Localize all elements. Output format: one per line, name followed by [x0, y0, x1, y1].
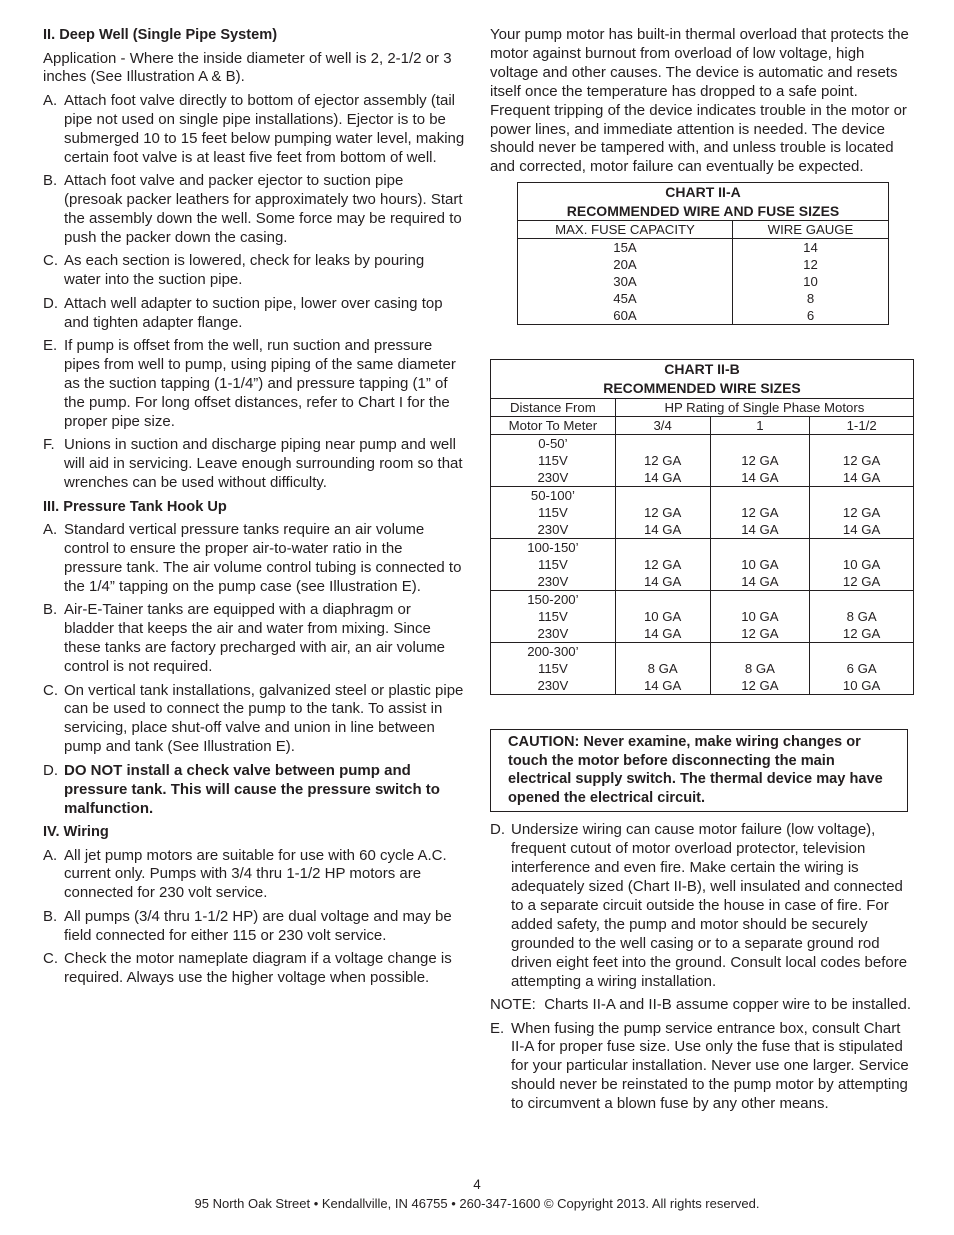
wire-size-cell	[810, 486, 914, 538]
caution-box	[490, 729, 908, 813]
chart-ii-b-body	[491, 434, 914, 694]
wire-size-115v: 12 GA	[643, 556, 682, 572]
list-text: Attach foot valve and packer ejector to suction pipe (presoak packer leathers for approximately two hours). Start the assembly down the well. Some force may be required to push the packer down the casing.	[64, 172, 463, 246]
chart-ii-b-hdr-distance-2: Motor To Meter	[491, 416, 616, 434]
wire-size-115v: 10 GA	[842, 556, 881, 572]
list-text: As each section is lowered, check for leaks by pouring water into the suction pipe.	[64, 252, 425, 289]
voltage-115-label: 115V	[537, 452, 568, 468]
list-text: Attach well adapter to suction pipe, lower over casing top and tighten adapter flange.	[64, 294, 443, 331]
list-text: Air-E-Tainer tanks are equipped with a diaphragm or bladder that keeps the air and water from mixing. Since these tanks are factory precharged with air, an air volume control is not required.	[64, 601, 446, 676]
chart-ii-b-hdr-hp: HP Rating of Single Phase Motors	[615, 398, 913, 416]
list-label: A.	[43, 846, 58, 864]
list-item	[43, 908, 465, 946]
wire-size-cell	[810, 642, 914, 694]
voltage-115-label: 115V	[537, 660, 568, 676]
list-label: E.	[43, 337, 58, 355]
chart-ii-a-gauge-values	[733, 239, 889, 325]
list-item	[43, 521, 465, 597]
wire-size-230v: 14 GA	[741, 573, 779, 589]
chart-ii-a-col-gauge: WIRE GAUGE	[733, 221, 889, 239]
spacer	[810, 539, 913, 556]
spacer	[616, 643, 710, 660]
list-item	[43, 252, 465, 290]
spacer	[616, 591, 710, 608]
wire-size-cell	[810, 590, 914, 642]
distance-label: 150-200’	[527, 591, 579, 607]
spacer	[711, 539, 810, 556]
check-valve-warning: DO NOT install a check valve between pump and pressure tank. This will cause the pressure switch to malfunction.	[64, 761, 440, 817]
wire-gauge-cell: 8	[806, 291, 815, 307]
chart-ii-b-title-line2: RECOMMENDED WIRE SIZES	[603, 380, 801, 397]
distance-cell	[491, 538, 616, 590]
wiring-note	[490, 996, 914, 1015]
wire-size-cell	[710, 434, 810, 486]
list-item	[43, 682, 465, 758]
distance-label: 50-100’	[530, 487, 575, 503]
wiring-step-e	[490, 1020, 914, 1115]
wire-size-115v: 12 GA	[741, 452, 779, 468]
list-label: A.	[43, 91, 58, 109]
list-text: Standard vertical pressure tanks require an air volume control to ensure the proper air-to-water ratio in the pressure tank. The air volume control tubing is connected to the 1/4” tapping on the pump case (see Illustration E).	[64, 521, 462, 595]
spacer	[616, 487, 710, 504]
chart-ii-b-hp-3-4: 3/4	[615, 416, 710, 434]
spacer	[810, 435, 913, 452]
caution-text: CAUTION: Never examine, make wiring changes or touch the motor before disconnecting the main electrical supply switch. The thermal device may have opened the electrical circuit.	[508, 733, 883, 807]
list-label: F.	[43, 436, 55, 454]
page-number: 4	[473, 1177, 481, 1192]
fuse-capacity-cell: 30A	[613, 274, 637, 290]
voltage-230-label: 230V	[537, 521, 569, 537]
voltage-115-label: 115V	[537, 504, 568, 520]
wire-size-cell	[810, 434, 914, 486]
list-item	[43, 601, 465, 677]
fuse-capacity-cell: 20A	[613, 257, 637, 273]
wire-size-cell	[710, 538, 810, 590]
list-label: C.	[43, 681, 58, 699]
chart-ii-b-table	[490, 359, 914, 694]
list-text: Unions in suction and discharge piping near pump and well will aid in servicing. Leave enough surrounding room so that wrenches can be used without difficulty.	[64, 436, 463, 492]
wire-size-230v: 14 GA	[741, 521, 779, 537]
spacer	[810, 487, 913, 504]
wire-size-230v: 14 GA	[842, 521, 881, 537]
wire-size-230v: 14 GA	[842, 469, 881, 485]
list-label: D.	[43, 761, 58, 779]
wire-gauge-cell: 12	[803, 257, 818, 273]
section-deep-well-title: II. Deep Well (Single Pipe System)	[43, 27, 278, 43]
pressure-tank-step-d	[43, 762, 465, 819]
wire-size-230v: 14 GA	[643, 469, 682, 485]
list-label: B.	[43, 601, 58, 619]
wire-size-115v: 12 GA	[842, 452, 881, 468]
list-item	[43, 337, 465, 432]
list-text: All jet pump motors are suitable for use with 60 cycle A.C. current only. Pumps with 3/4 thru 1-1/2 HP motors are connected for 230 volt service.	[64, 846, 447, 902]
list-item	[43, 950, 465, 988]
distance-cell	[491, 434, 616, 486]
section-wiring-title: IV. Wiring	[43, 824, 109, 841]
chart-ii-b-hp-1-1-2: 1-1/2	[810, 416, 914, 434]
wire-size-115v: 12 GA	[842, 504, 881, 520]
wire-size-cell	[710, 590, 810, 642]
wire-size-cell	[615, 434, 710, 486]
note-text: Charts II-A and II-B assume copper wire to be installed.	[544, 996, 912, 1013]
wire-size-230v: 14 GA	[643, 573, 682, 589]
wiring-steps	[43, 847, 465, 989]
voltage-230-label: 230V	[537, 625, 569, 641]
spacer	[711, 643, 810, 660]
spacer	[810, 591, 913, 608]
distance-label: 0-50’	[538, 435, 568, 451]
chart-ii-b-title-line1: CHART II-B	[664, 361, 740, 378]
section-deep-well-application: Application - Where the inside diameter of well is 2, 2-1/2 or 3 inches (See Illustration A & B).	[43, 49, 452, 86]
fuse-capacity-cell: 15A	[613, 240, 637, 256]
wire-size-cell	[615, 538, 710, 590]
wire-size-230v: 14 GA	[643, 625, 682, 641]
list-label: C.	[43, 950, 58, 968]
chart-ii-b-hp-1: 1	[710, 416, 810, 434]
wire-size-115v: 8 GA	[846, 608, 877, 624]
voltage-115-label: 115V	[537, 556, 568, 572]
list-label: B.	[43, 172, 58, 190]
wire-gauge-cell: 14	[803, 240, 818, 256]
spacer	[810, 643, 913, 660]
chart-ii-a-title-line1: CHART II-A	[665, 184, 741, 201]
voltage-230-label: 230V	[537, 677, 569, 693]
wire-size-cell	[710, 642, 810, 694]
wire-size-230v: 12 GA	[741, 677, 779, 693]
chart-ii-a-table	[517, 182, 889, 325]
spacer	[616, 539, 710, 556]
wire-size-cell	[615, 486, 710, 538]
spacer	[711, 487, 810, 504]
chart-ii-a-col-fuse: MAX. FUSE CAPACITY	[518, 221, 733, 239]
wire-size-230v: 14 GA	[643, 521, 682, 537]
fuse-capacity-cell: 45A	[613, 291, 637, 307]
footer-address: 95 North Oak Street • Kendallville, IN 46755 • 260-347-1600 © Copyright 2013. All rights reserved.	[194, 1196, 760, 1211]
wire-size-230v: 10 GA	[842, 677, 881, 693]
list-label: B.	[43, 907, 58, 925]
page-footer	[0, 1175, 954, 1213]
list-label: C.	[43, 252, 58, 270]
fusing-text: When fusing the pump service entrance box, consult Chart II-A for proper fuse size. Use only the fuse that is stipulated for your particular installation. Never use one larger. Service should never be reinstated to the pump motor by attempting to circumvent a blown fuse by any other means.	[511, 1019, 909, 1113]
wire-size-230v: 12 GA	[842, 625, 881, 641]
wire-size-cell	[615, 642, 710, 694]
distance-cell	[491, 590, 616, 642]
wire-size-230v: 14 GA	[643, 677, 682, 693]
spacer	[711, 591, 810, 608]
pressure-tank-steps	[43, 521, 465, 757]
chart-ii-a-title	[518, 183, 889, 221]
list-text: Attach foot valve directly to bottom of ejector assembly (tail pipe not used on single pipe installations). Ejector is to be submerged 10 to 15 feet below pumping water level, making certain foot valve is at least five feet from bottom of well.	[64, 91, 465, 166]
table-row	[491, 590, 914, 642]
wire-size-230v: 12 GA	[741, 625, 779, 641]
wire-gauge-cell: 6	[806, 308, 815, 324]
list-label: A.	[43, 521, 58, 539]
wiring-step-d	[490, 821, 914, 991]
voltage-230-label: 230V	[537, 573, 569, 589]
wire-size-115v: 12 GA	[643, 452, 682, 468]
voltage-115-label: 115V	[537, 608, 568, 624]
deep-well-steps	[43, 92, 465, 493]
list-label: D.	[43, 294, 58, 312]
wire-size-115v: 6 GA	[846, 660, 877, 676]
list-text: On vertical tank installations, galvanized steel or plastic pipe can be used to connect the pump to the tank. To assist in servicing, place shut-off valve and union in line between pump and tank (See Illustration E).	[64, 681, 464, 756]
wire-size-cell	[810, 538, 914, 590]
left-column	[43, 26, 465, 988]
table-row	[491, 486, 914, 538]
distance-label: 200-300’	[527, 643, 579, 659]
distance-cell	[491, 642, 616, 694]
wire-size-115v: 8 GA	[647, 660, 678, 676]
distance-cell	[491, 486, 616, 538]
wire-size-230v: 12 GA	[842, 573, 881, 589]
wire-size-115v: 12 GA	[643, 504, 682, 520]
undersize-wiring-text: Undersize wiring can cause motor failure (low voltage), frequent cutout of motor overload protector, television interference and even fire. Make certain the wiring is adequately sized (Chart II-B), well insulated and connected to a separate circuit outside the house in case of fire. For added safety, the pump and motor should be securely grounded to the well casing or to a separate ground rod driven eight feet into the ground. Consult local codes before attempting a wiring installation.	[511, 821, 908, 990]
right-column	[490, 26, 914, 1114]
wire-size-115v: 10 GA	[643, 608, 682, 624]
list-item	[43, 92, 465, 168]
table-row	[491, 642, 914, 694]
table-row	[491, 434, 914, 486]
list-item	[43, 436, 465, 493]
note-label: NOTE:	[490, 996, 536, 1013]
list-label: D.	[490, 821, 505, 839]
chart-ii-b-title	[491, 360, 914, 398]
distance-label: 100-150’	[527, 539, 579, 555]
list-text: Check the motor nameplate diagram if a voltage change is required. Always use the higher voltage when possible.	[64, 950, 452, 987]
voltage-230-label: 230V	[537, 469, 569, 485]
wire-size-cell	[710, 486, 810, 538]
chart-ii-a-fuse-values	[518, 239, 733, 325]
spacer	[616, 435, 710, 452]
list-item	[43, 295, 465, 333]
spacer	[711, 435, 810, 452]
list-text: All pumps (3/4 thru 1-1/2 HP) are dual voltage and may be field connected for either 115 or 230 volt service.	[64, 907, 452, 944]
thermal-overload-intro: Your pump motor has built-in thermal overload that protects the motor against burnout from overload of low voltage, high voltage and other causes. The device is automatic and resets itself once the temperature has dropped to a safe point. Frequent tripping of the device indicates trouble in the motor or power lines, and immediate attention is needed. The device should never be tampered with, and unless trouble is located and corrected, motor failure can eventually be expected.	[490, 26, 909, 176]
chart-ii-b-hdr-distance-1: Distance From	[491, 398, 616, 416]
list-item	[43, 172, 465, 248]
wire-size-115v: 10 GA	[741, 608, 779, 624]
wire-size-115v: 8 GA	[744, 660, 775, 676]
fuse-capacity-cell: 60A	[613, 308, 637, 324]
list-item	[43, 847, 465, 904]
list-text: If pump is offset from the well, run suction and pressure pipes from well to pump, using piping of the same diameter as the suction tapping (1-1/4”) and pressure tapping (1” of the pump. For long offset distances, refer to Chart I for the proper pipe size.	[64, 337, 456, 430]
wire-size-115v: 12 GA	[741, 504, 779, 520]
table-row	[491, 538, 914, 590]
wire-size-cell	[615, 590, 710, 642]
wire-size-115v: 10 GA	[741, 556, 779, 572]
chart-ii-a-title-line2: RECOMMENDED WIRE AND FUSE SIZES	[566, 202, 840, 219]
wire-gauge-cell: 10	[803, 274, 818, 290]
list-label: E.	[490, 1019, 505, 1037]
section-pressure-tank-title: III. Pressure Tank Hook Up	[43, 498, 227, 515]
wire-size-230v: 14 GA	[741, 469, 779, 485]
